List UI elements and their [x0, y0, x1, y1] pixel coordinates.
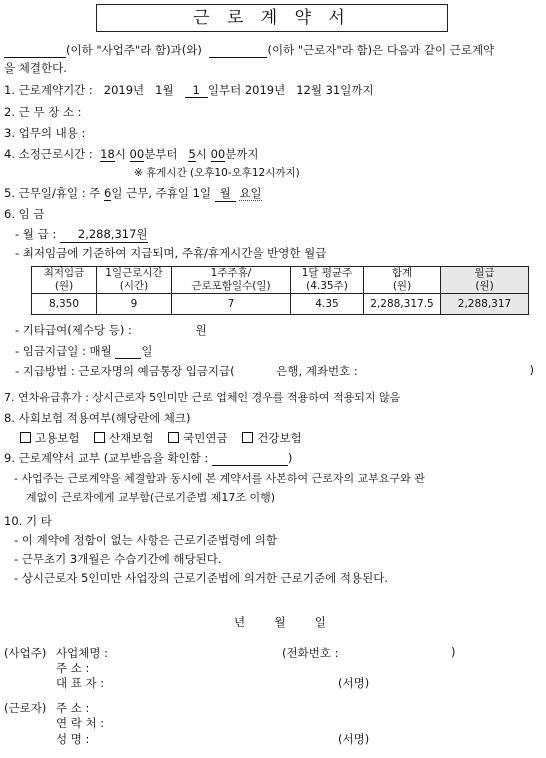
employer-blank[interactable] [4, 45, 66, 58]
delivery-line2: 계없이 근로자에게 교부함(근로기준법 제17조 이행) [26, 491, 276, 504]
misc-item: - 상시근로자 5인미만 사업장의 근로기준법에 의거한 근로기준에 적용된다. [14, 571, 388, 585]
working-hours: 4. 소정근로시간 : 18시 00분부터 5시 00분까지 [4, 147, 259, 161]
employer-company[interactable]: 사업체명 : [56, 646, 108, 660]
document-title: 근 로 계 약 서 [96, 4, 448, 32]
annual-leave: 7. 연차유급휴가 : 상시근로자 5인미만 근로 업체인 경우를 적용하여 적용되지 않음 [4, 391, 401, 404]
checkbox-employment[interactable]: 고용보험 [20, 431, 79, 445]
cell-weeks: 4.35 [291, 294, 364, 315]
cell-min-wage: 8,350 [32, 294, 97, 315]
employer-phone[interactable]: (전화번호 : [282, 646, 339, 660]
start-hour[interactable]: 18 [100, 147, 115, 161]
delivery-confirm-blank[interactable] [212, 453, 288, 466]
break-time: ※ 휴게시간 (오후10-오후12시까지) [134, 167, 300, 179]
contract-period: 1. 근로계약기간 : 2019년 1월 1 일부터 2019년 12월 31일까지 [4, 83, 374, 97]
worker-contact[interactable]: 연 락 처 : [56, 716, 105, 730]
intro-line [4, 42, 494, 58]
table-row [32, 294, 529, 315]
employer-label: (사업주) [4, 646, 47, 660]
cell-monthly: 2,288,317 [441, 294, 529, 315]
employer-ceo[interactable]: 대 표 자 : [56, 676, 105, 690]
header-daily-hours: 1일근로시간 (시간) [97, 267, 172, 294]
monthly-wage-value[interactable]: 2,288,317원 [60, 226, 148, 243]
holiday-weekday[interactable]: 월 [215, 185, 236, 202]
misc-item: - 근무초기 3개월은 수습기간에 해당된다. [14, 552, 222, 566]
end-min[interactable]: 00 [210, 147, 226, 161]
workplace: 2. 근 무 장 소 : [4, 105, 82, 119]
monthly-wage: - 월 급 : 2,288,317원 [15, 227, 148, 241]
cell-daily-hours: 9 [97, 294, 172, 315]
header-total: 합계 (원) [364, 267, 441, 294]
pay-day-blank[interactable] [115, 346, 141, 359]
signing-date: 년 월 일 [234, 615, 326, 629]
delivery-heading: 9. 근로계약서 교부 (교부받음을 확인함 : ) [4, 451, 293, 465]
employer-phone-close: ) [451, 645, 456, 659]
header-weeks: 1달 평균주 (4.35주) [291, 267, 364, 294]
misc-heading: 10. 기 타 [4, 514, 52, 528]
job-description: 3. 업무의 내용 : [4, 126, 86, 140]
intro-line2: 을 체결한다. [4, 61, 67, 75]
start-min[interactable]: 00 [129, 147, 145, 161]
pay-day: - 임금지급일 : 매월 일 [15, 344, 153, 358]
work-days-count[interactable]: 6 [104, 186, 112, 200]
cell-weekly-days: 7 [172, 294, 291, 315]
pay-method: - 지급방법 : 근로자명의 예금통장 입금지급( 은행, 계좌번호 : ) [15, 363, 534, 378]
worker-blank[interactable] [209, 45, 267, 58]
wage-heading: 6. 임 금 [4, 207, 45, 221]
misc-item: - 이 계약에 정함이 없는 사항은 근로기준법령에 의함 [14, 533, 278, 547]
worker-name[interactable]: 성 명 : [56, 732, 90, 746]
worker-sign: (서명) [338, 732, 370, 746]
header-monthly: 월급 (원) [441, 267, 529, 294]
insurance-options [20, 430, 302, 446]
worker-label: (근로자) [4, 701, 47, 715]
intro-part1: (이하 "사업주"라 함)과(와) [66, 43, 202, 57]
delivery-line1: - 사업주는 근로계약을 체결함과 동시에 본 계약서를 사본하여 근로자의 교부요구와 관 [14, 472, 425, 485]
wage-table [31, 266, 529, 315]
insurance-heading: 8. 사회보험 적용여부(해당란에 체크) [4, 411, 191, 425]
wage-table-header [32, 267, 529, 294]
worker-address[interactable]: 주 소 : [56, 701, 90, 715]
header-min-wage: 최저임금 (원) [32, 267, 97, 294]
cell-total: 2,288,317.5 [364, 294, 441, 315]
end-hour[interactable]: 5 [188, 147, 196, 161]
checkbox-pension[interactable]: 국민연금 [168, 431, 227, 445]
employer-address[interactable]: 주 소 : [56, 661, 90, 675]
start-day[interactable]: 1 [185, 83, 208, 98]
other-pay: - 기타급여(제수당 등) : 원 [15, 323, 207, 337]
employer-sign: (서명) [338, 676, 370, 690]
header-weekly-days: 1주주휴/ 근로포함일수(일) [172, 267, 291, 294]
work-days: 5. 근무일/휴일 : 주 6일 근무, 주휴일 1일 월 요일 [4, 186, 262, 200]
wage-note: - 최저임금에 기준하여 지급되며, 주휴/휴게시간을 반영한 월급 [15, 246, 327, 260]
intro-part2: (이하 "근로자"라 함)은 다음과 같이 근로계약 [267, 43, 495, 57]
checkbox-industrial[interactable]: 산재보험 [94, 431, 153, 445]
checkbox-health[interactable]: 건강보험 [242, 431, 301, 445]
